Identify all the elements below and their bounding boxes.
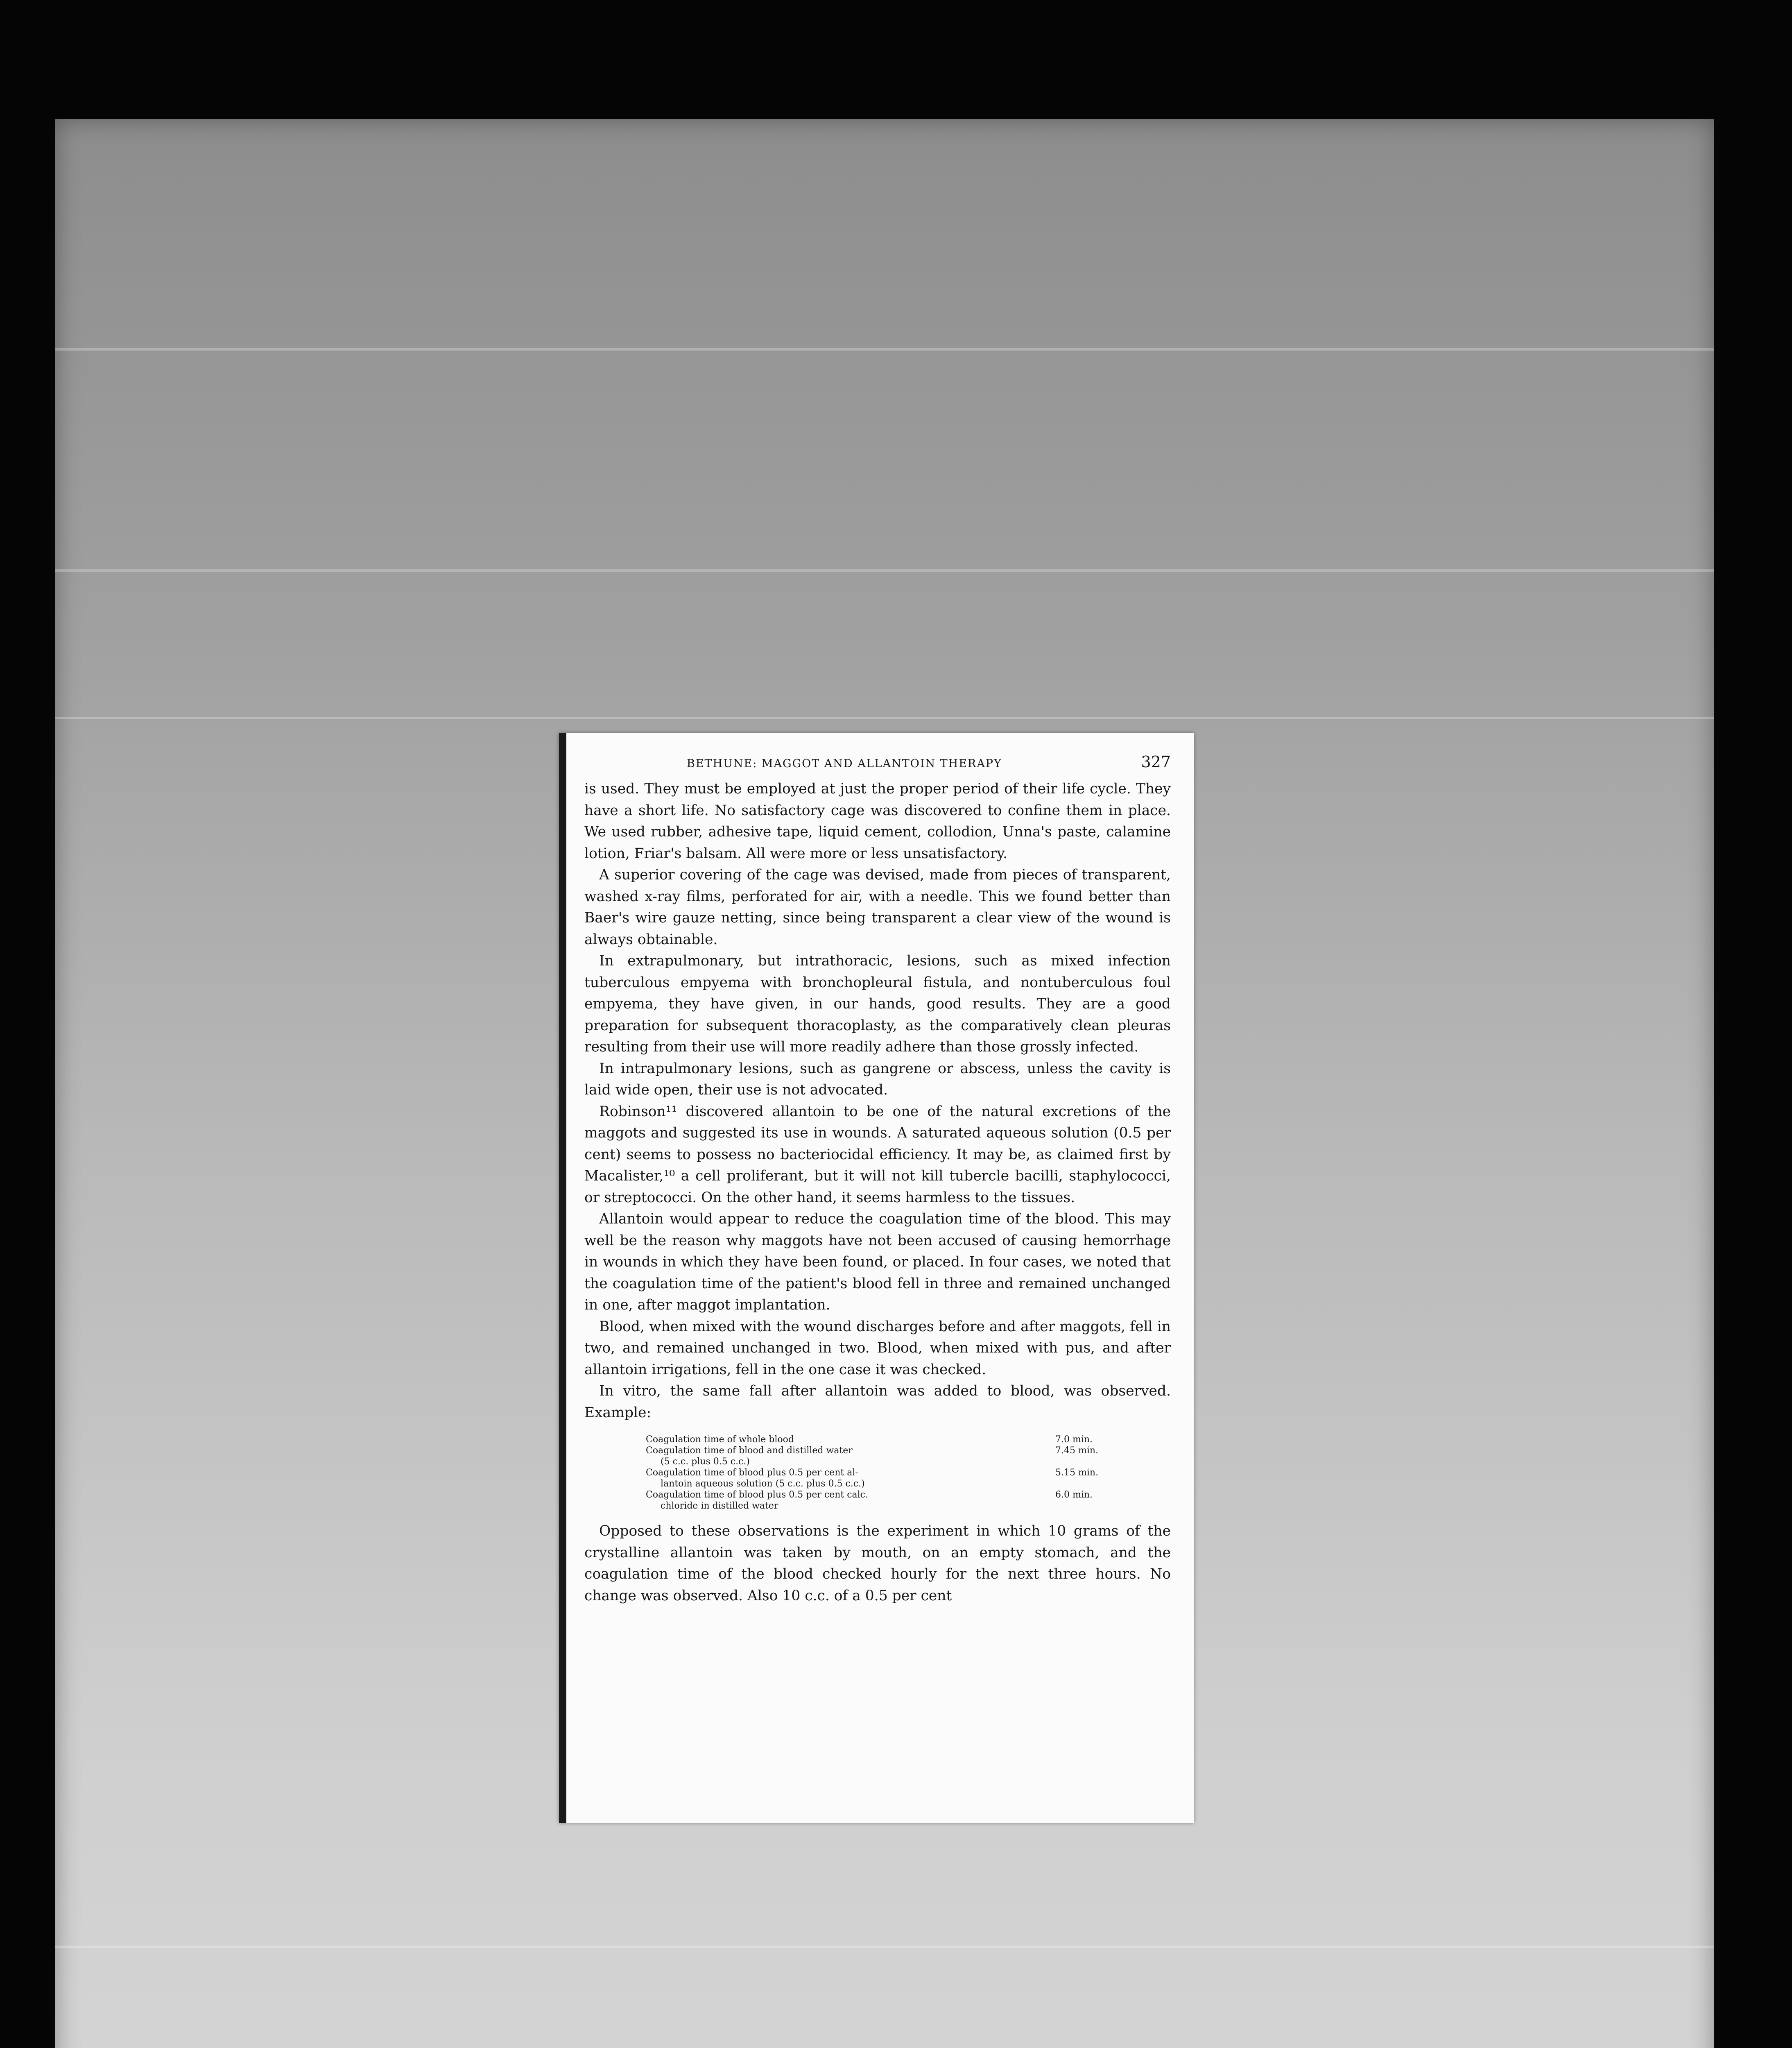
table-row: [646, 1467, 1137, 1489]
table-row-value: 5.15 min.: [1055, 1468, 1099, 1478]
closing-paragraph: Opposed to these observations is the experiment in which 10 grams of the crystalline allantoin was taken by mouth, on an empty stomach, and the coagulation time of the blood checked hourly for the next three hours. No change was observed. Also 10 c.c. of a 0.5 per cent: [584, 1523, 1171, 1604]
table-row-label-cont: lantoin aqueous solution (5 c.c. plus 0.5 c.c.): [661, 1479, 865, 1489]
paragraph-2: A superior covering of the cage was devised, made from pieces of transparent, washed x-ray films, perforated for air, with a needle. This we found better than Baer's wire gauze netting, since being transparent a clear view of the wound is always obtainable.: [584, 867, 1171, 948]
table-row-label: Coagulation time of blood plus 0.5 per cent al-: [646, 1468, 858, 1478]
table-row-value: 7.0 min.: [1055, 1434, 1093, 1445]
table-row-label: Coagulation time of blood and distilled water: [646, 1445, 853, 1456]
page-number: 327: [1141, 753, 1171, 771]
table-row: [646, 1434, 1137, 1445]
running-head: [584, 753, 1171, 771]
table-row: [646, 1445, 1137, 1467]
table-row-label-cont: (5 c.c. plus 0.5 c.c.): [661, 1457, 750, 1467]
running-head-title: BETHUNE: MAGGOT AND ALLANTOIN THERAPY: [687, 757, 1002, 770]
table-row: [646, 1489, 1137, 1511]
paragraph-7: Blood, when mixed with the wound discharges before and after maggots, fell in two, and remained unchanged in two. Blood, when mixed with pus, and after allantoin irrigations, fell in the one case it was checked.: [584, 1318, 1171, 1378]
coagulation-table: [646, 1434, 1137, 1511]
table-row-label: Coagulation time of blood plus 0.5 per cent calc.: [646, 1490, 868, 1500]
paragraph-5: Robinson¹¹ discovered allantoin to be one of the natural excretions of the maggots and suggested its use in wounds. A saturated aqueous solution (0.5 per cent) seems to possess no bacteriocidal efficiency. It may be, as claimed first by Macalister,¹⁰ a cell proliferant, but it will not kill tubercle bacilli, staphylococci, or streptococci. On the other hand, it seems harmless to the tissues.: [584, 1103, 1171, 1206]
paragraph-4: In intrapulmonary lesions, such as gangrene or abscess, unless the cavity is laid wide open, their use is not advocated.: [584, 1060, 1171, 1098]
paragraph-1: is used. They must be employed at just the proper period of their life cycle. They have a short life. No satisfactory cage was discovered to confine them in place. We used rubber, adhesive tape, liquid cement, collodion, Unna's paste, calamine lotion, Friar's balsam. All were more or less unsatisfactory.: [584, 781, 1171, 862]
paragraph-6: Allantoin would appear to reduce the coagulation time of the blood. This may well be the reason why maggots have not been accused of causing hemorrhage in wounds in which they have been found, or placed. In four cases, we noted that the coagulation time of the patient's blood fell in three and remained unchanged in one, after maggot implantation.: [584, 1211, 1171, 1313]
table-row-value: 7.45 min.: [1055, 1445, 1099, 1456]
paragraph-3: In extrapulmonary, but intrathoracic, lesions, such as mixed infection tuberculous empyema with bronchopleural fistula, and nontuberculous foul empyema, they have given, in our hands, good results. They are a good preparation for subsequent thoracoplasty, as the comparatively clean pleuras resulting from their use will more readily adhere than those grossly infected.: [584, 953, 1171, 1055]
table-row-value: 6.0 min.: [1055, 1490, 1093, 1500]
table-row-label-cont: chloride in distilled water: [661, 1501, 778, 1511]
book-page: [559, 733, 1194, 1823]
paragraph-8: In vitro, the same fall after allantoin was added to blood, was observed. Example:: [584, 1383, 1171, 1421]
table-row-label: Coagulation time of whole blood: [646, 1434, 794, 1445]
